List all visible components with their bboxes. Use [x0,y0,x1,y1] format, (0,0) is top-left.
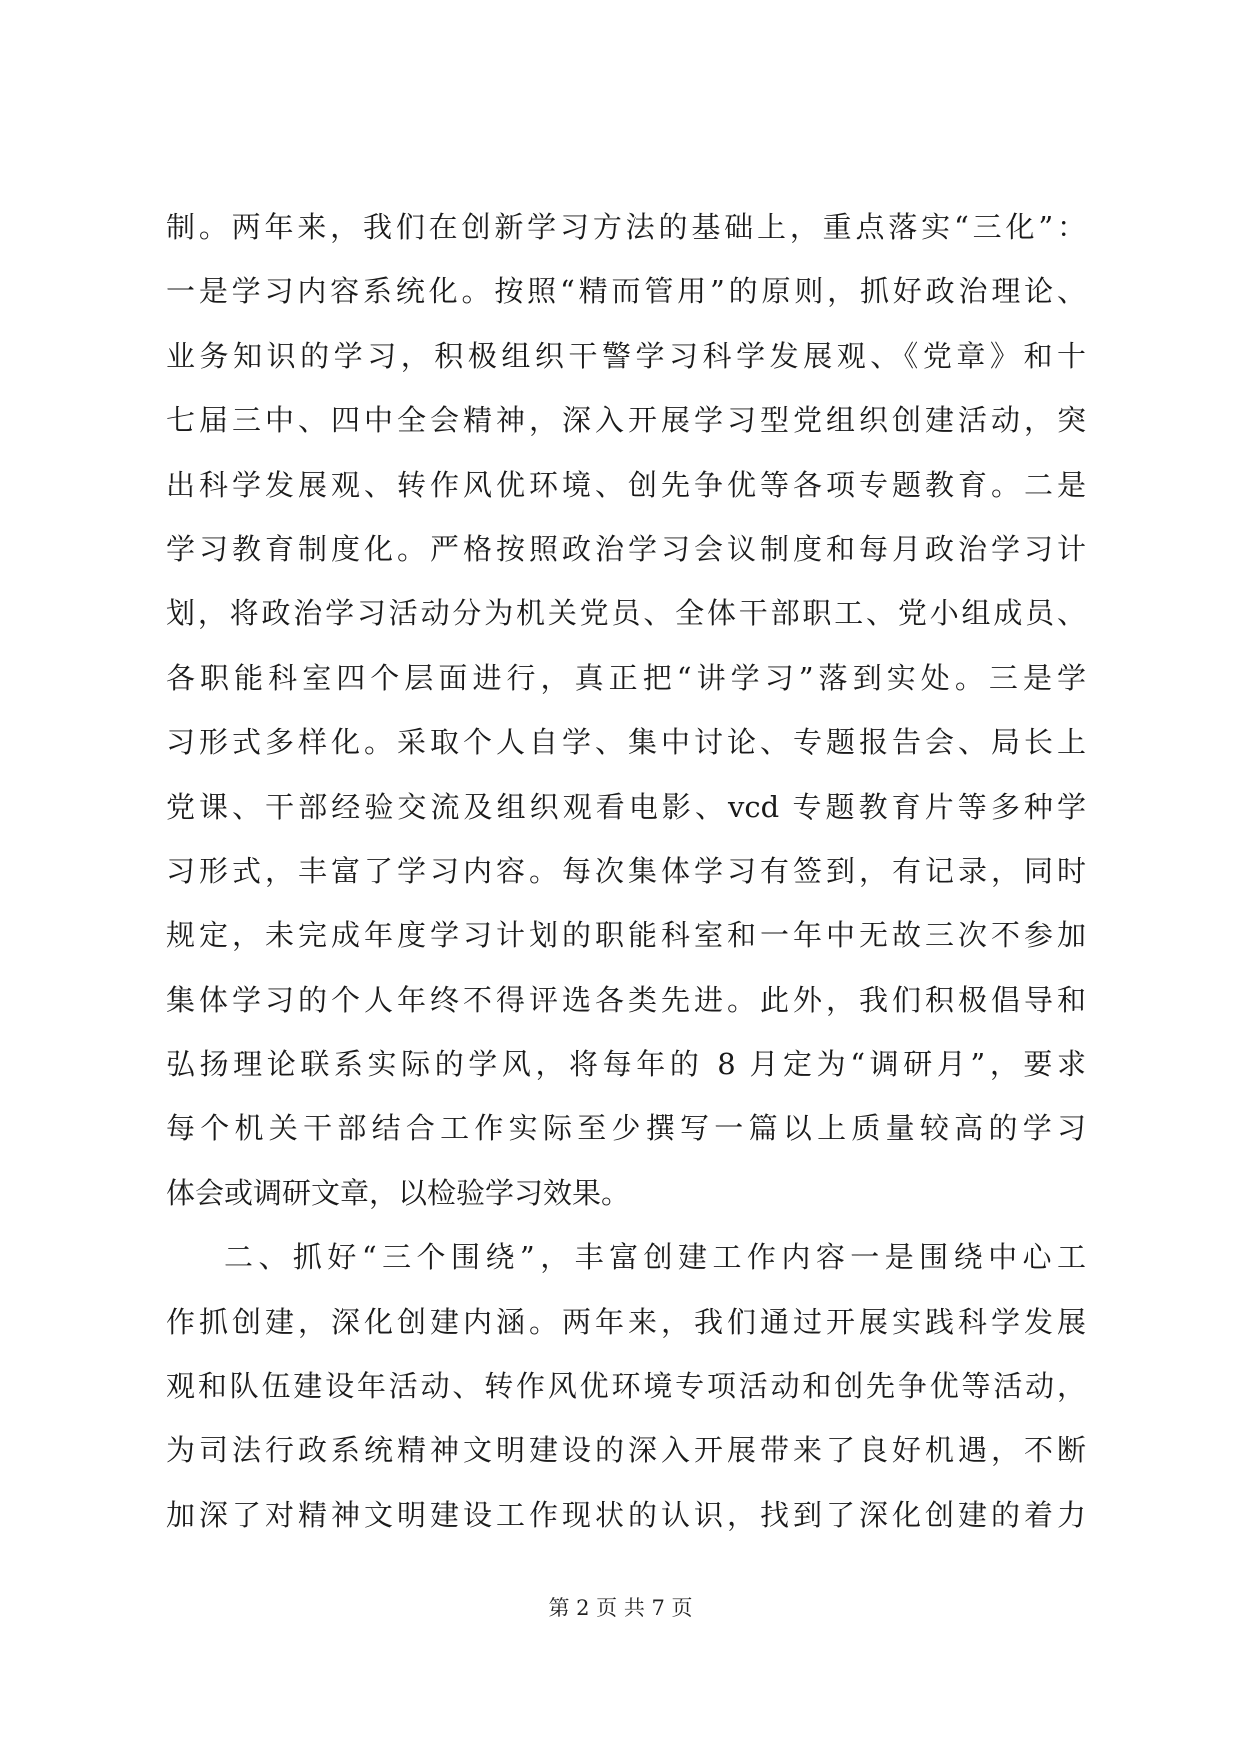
text-line: 党课、干部经验交流及组织观看电影、vcd 专题教育片等多种学 [166,789,1086,824]
page-number: 第 2 页 共 7 页 [548,1596,693,1620]
text-line: 规定，未完成年度学习计划的职能科室和一年中无故三次不参加 [166,918,1086,953]
text-line: 作抓创建，深化创建内涵。两年来，我们通过开展实践科学发展 [166,1304,1086,1339]
text-line: 加深了对精神文明建设工作现状的认识，找到了深化创建的着力 [166,1497,1086,1532]
body-text [166,195,1086,1547]
text-line: 七届三中、四中全会精神，深入开展学习型党组织创建活动，突 [166,403,1086,438]
page-footer [0,1593,1241,1623]
text-line: 业务知识的学习，积极组织干警学习科学发展观、《党章》和十 [166,338,1086,373]
text-line: 体会或调研文章，以检验学习效果。 [166,1175,631,1210]
text-line-paragraph-start: 二、抓好“三个围绕”，丰富创建工作内容一是围绕中心工 [224,1240,1086,1275]
text-line: 习形式，丰富了学习内容。每次集体学习有签到，有记录，同时 [166,853,1086,888]
text-line: 制。两年来，我们在创新学习方法的基础上，重点落实“三化”： [166,210,1086,244]
text-line: 每个机关干部结合工作实际至少撰写一篇以上质量较高的学习 [166,1111,1086,1146]
text-line: 集体学习的个人年终不得评选各类先进。此外，我们积极倡导和 [166,982,1086,1017]
text-line: 习形式多样化。采取个人自学、集中讨论、专题报告会、局长上 [166,725,1086,760]
text-line: 观和队伍建设年活动、转作风优环境专项活动和创先争优等活动， [166,1369,1086,1404]
text-line: 学习教育制度化。严格按照政治学习会议制度和每月政治学习计 [166,531,1086,566]
text-line: 各职能科室四个层面进行，真正把“讲学习”落到实处。三是学 [166,660,1086,695]
text-line: 划，将政治学习活动分为机关党员、全体干部职工、党小组成员、 [166,596,1086,631]
text-line: 为司法行政系统精神文明建设的深入开展带来了良好机遇，不断 [166,1433,1086,1468]
text-line: 一是学习内容系统化。按照“精而管用”的原则，抓好政治理论、 [166,274,1086,309]
text-line: 出科学发展观、转作风优环境、创先争优等各项专题教育。二是 [166,467,1086,502]
text-line: 弘扬理论联系实际的学风，将每年的 8 月定为“调研月”，要求 [166,1047,1086,1082]
